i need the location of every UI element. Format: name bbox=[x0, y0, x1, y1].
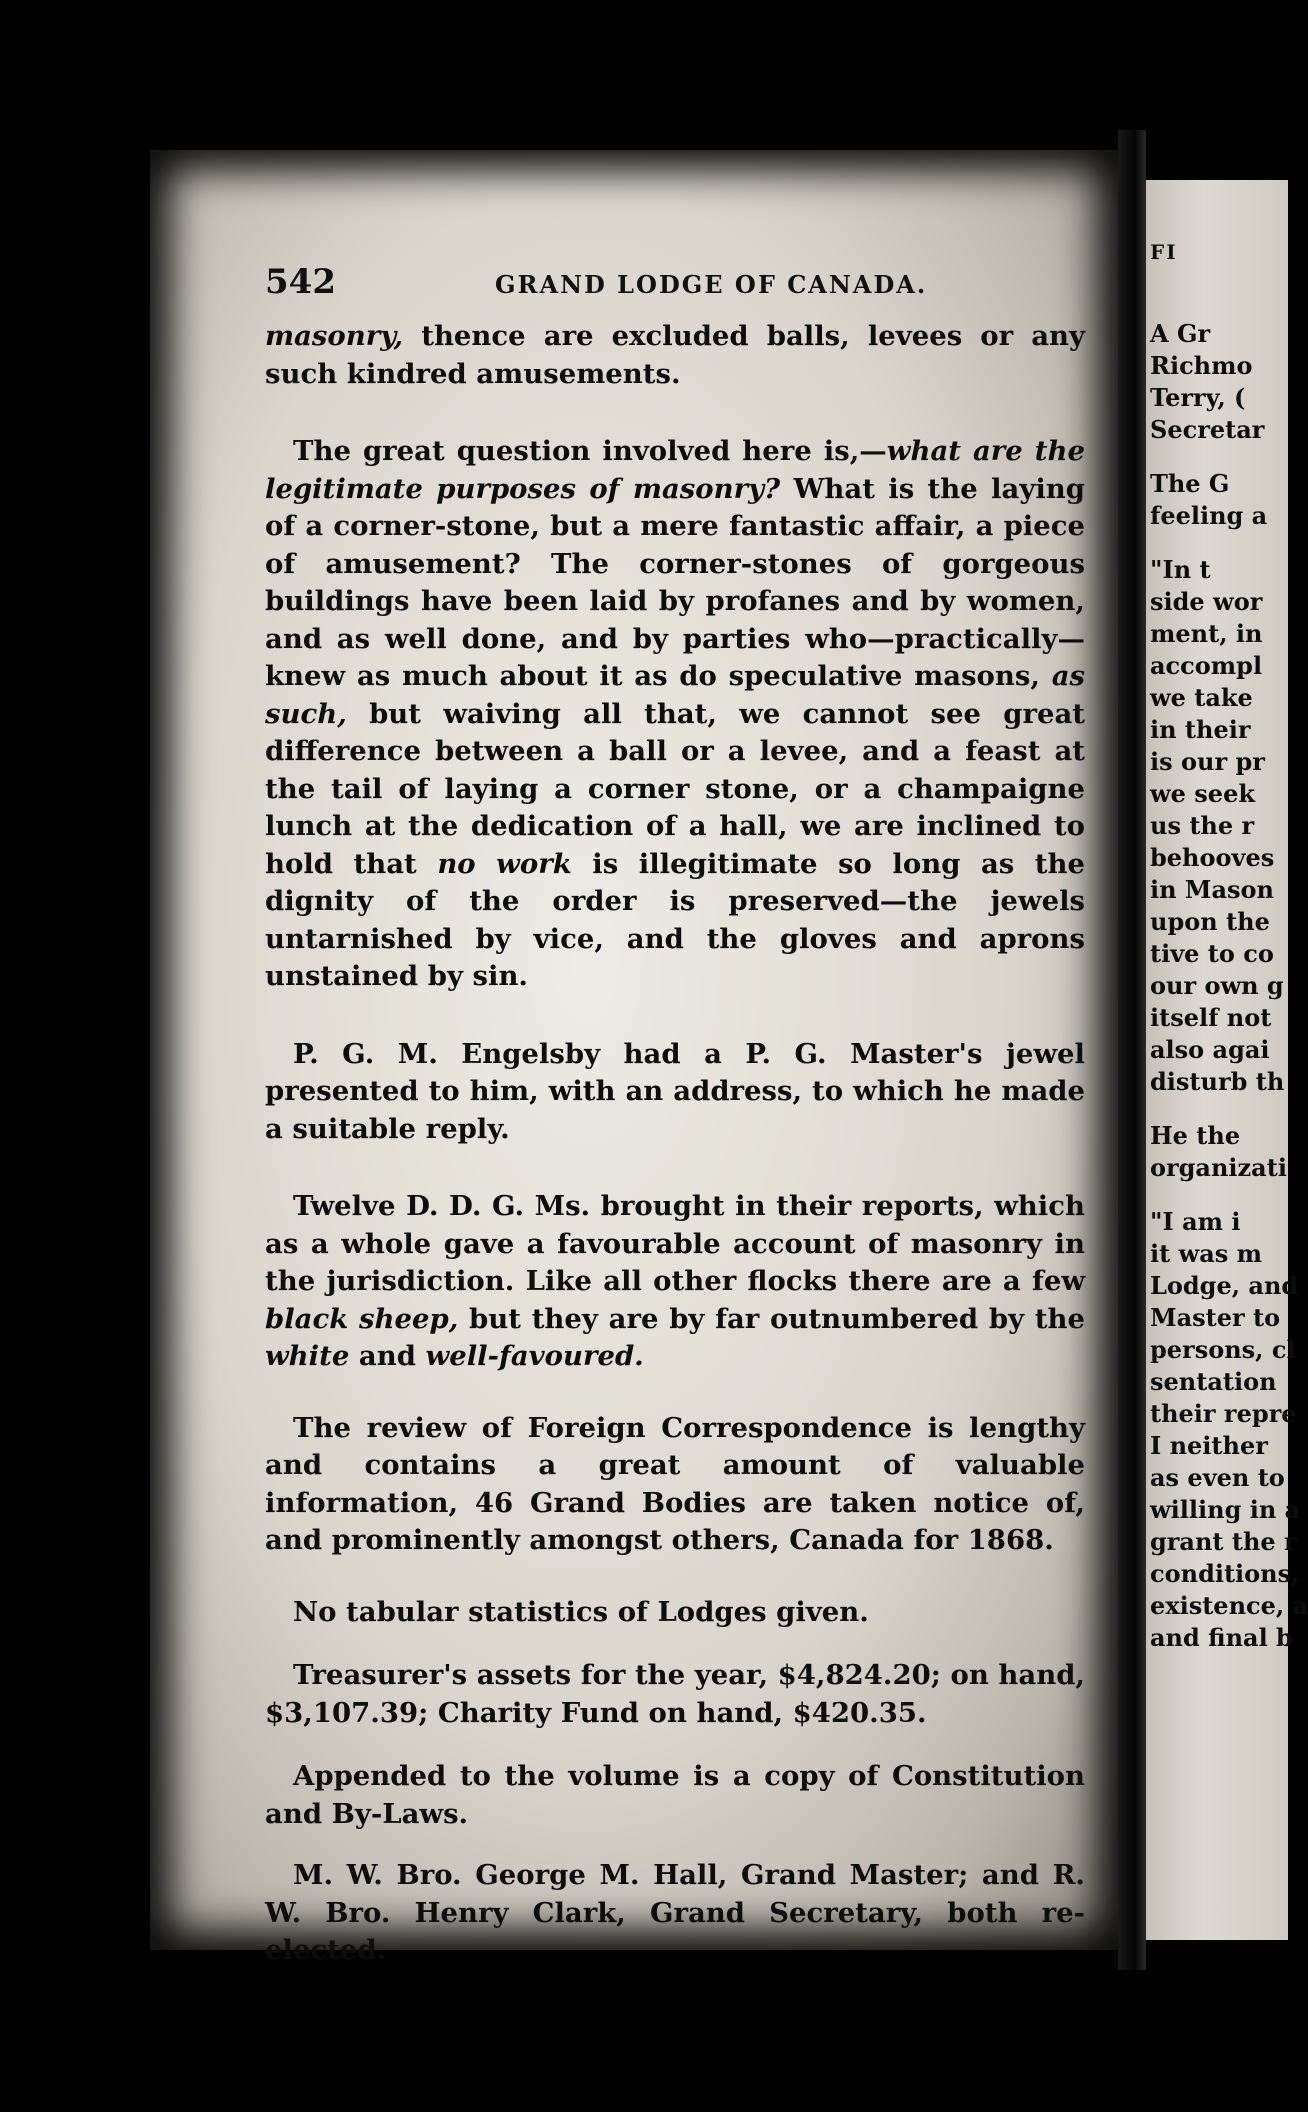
paragraph bbox=[265, 1758, 1085, 1833]
text: Treasurer's assets for the year, $4,824.20; on hand, $3,107.39; Charity Fund on hand, $420.35. bbox=[265, 1659, 1085, 1729]
text: is illegitimate so long as the dignity of the order is preserved—the jewels untarnished by vice, and the gloves and aprons unstained by sin. bbox=[265, 847, 1086, 992]
line: in their bbox=[1150, 715, 1251, 744]
paragraph bbox=[265, 1657, 1085, 1732]
line: us the r bbox=[1150, 811, 1255, 840]
line: existence, a bbox=[1150, 1591, 1308, 1620]
text: P. G. M. Engelsby had a P. G. Master's jewel presented to him, with an address, to which he made a suitable reply. bbox=[265, 1037, 1085, 1145]
emphasis: well-favoured. bbox=[425, 1340, 644, 1372]
page-number: 542 bbox=[265, 262, 336, 302]
line: behooves bbox=[1150, 843, 1275, 872]
line: The G bbox=[1150, 469, 1230, 498]
text: Twelve D. D. G. Ms. brought in their reports, which as a whole gave a favourable account of masonry in the jurisdiction. Like all other flocks there are a few bbox=[265, 1190, 1085, 1297]
line: Terry, ( bbox=[1150, 383, 1246, 412]
line: Lodge, and bbox=[1150, 1271, 1299, 1300]
line: side wor bbox=[1150, 587, 1263, 616]
line: tive to co bbox=[1150, 939, 1274, 968]
line: conditions, bbox=[1150, 1559, 1300, 1588]
line: we seek bbox=[1150, 779, 1255, 808]
emphasis: as such, bbox=[265, 660, 1085, 730]
paragraph bbox=[265, 1036, 1085, 1149]
line: ment, in bbox=[1150, 619, 1263, 648]
text: What is the laying of a corner-stone, but a mere fantastic affair, a piece of amusement? The corner-stones of gorgeous buildings have been laid by profanes and by women, and as well done, and by parties who—practically—knew as much about it as do speculative masons, bbox=[265, 472, 1086, 692]
line: persons, cl bbox=[1150, 1335, 1296, 1364]
line: and final b bbox=[1150, 1623, 1293, 1652]
line: also agai bbox=[1150, 1035, 1270, 1064]
line: "I am i bbox=[1150, 1207, 1241, 1236]
paragraph bbox=[265, 1857, 1085, 1970]
line: is our pr bbox=[1150, 747, 1265, 776]
line: as even to bbox=[1150, 1463, 1285, 1492]
line: willing in a bbox=[1150, 1495, 1301, 1524]
text: The review of Foreign Correspondence is lengthy and contains a great amount of valuable information, 46 Grand Bodies are taken notice of, and prominently amongst others, Canada for 1868. bbox=[265, 1411, 1085, 1556]
line: their repre bbox=[1150, 1399, 1297, 1428]
line: sentation bbox=[1150, 1367, 1277, 1396]
line: He the bbox=[1150, 1121, 1241, 1150]
line: we take bbox=[1150, 683, 1253, 712]
line: A Gr bbox=[1150, 319, 1211, 348]
right-running-head: FI bbox=[1150, 240, 1178, 264]
text: Appended to the volume is a copy of Constitution and By-Laws. bbox=[265, 1760, 1085, 1830]
line: organizati bbox=[1150, 1153, 1287, 1182]
page-header bbox=[265, 262, 1085, 302]
paragraph bbox=[265, 1188, 1085, 1376]
line: feeling a bbox=[1150, 501, 1268, 530]
line: disturb th bbox=[1150, 1067, 1285, 1096]
emphasis: white bbox=[265, 1340, 350, 1372]
line: grant the r bbox=[1150, 1527, 1297, 1556]
book-gutter bbox=[1118, 130, 1146, 1970]
text: and bbox=[349, 1340, 426, 1372]
line: accompl bbox=[1150, 651, 1263, 680]
line: itself not bbox=[1150, 1003, 1272, 1032]
paragraph bbox=[265, 1410, 1085, 1560]
line: upon the bbox=[1150, 907, 1270, 936]
paragraph bbox=[265, 318, 1085, 393]
right-page-text bbox=[1150, 236, 1308, 1654]
line: "In t bbox=[1150, 555, 1211, 584]
emphasis: masonry, bbox=[265, 320, 404, 352]
emphasis: what are the legitimate purposes of masonry? bbox=[265, 435, 1085, 505]
emphasis: no work bbox=[437, 847, 572, 880]
line: our own g bbox=[1150, 971, 1284, 1000]
paragraph bbox=[265, 433, 1085, 996]
text: No tabular statistics of Lodges given. bbox=[293, 1595, 869, 1628]
paragraph bbox=[265, 1594, 1085, 1632]
emphasis: black sheep, bbox=[265, 1302, 459, 1335]
text: but waiving all that, we cannot see great difference between a ball or a levee, and a feast at the tail of laying a corner stone, or a champaigne lunch at the dedication of a hall, we are inclined to hold that bbox=[265, 697, 1085, 880]
line: Richmo bbox=[1150, 351, 1253, 380]
text: The great question involved here is,— bbox=[293, 435, 887, 467]
line: I neither bbox=[1150, 1431, 1268, 1460]
line: Master to bbox=[1150, 1303, 1281, 1332]
text: M. W. Bro. George M. Hall, Grand Master; and R. W. Bro. Henry Clark, Grand Secretary, both re-elected. bbox=[265, 1859, 1085, 1966]
text: thence are excluded balls, levees or any such kindred amusements. bbox=[265, 320, 1085, 390]
line: it was m bbox=[1150, 1239, 1263, 1268]
running-head: GRAND LODGE OF CANADA. bbox=[495, 270, 928, 299]
line: in Mason bbox=[1150, 875, 1275, 904]
line: Secretar bbox=[1150, 415, 1265, 444]
body-text bbox=[265, 318, 1085, 1970]
text: but they are by far outnumbered by the bbox=[458, 1302, 1085, 1335]
